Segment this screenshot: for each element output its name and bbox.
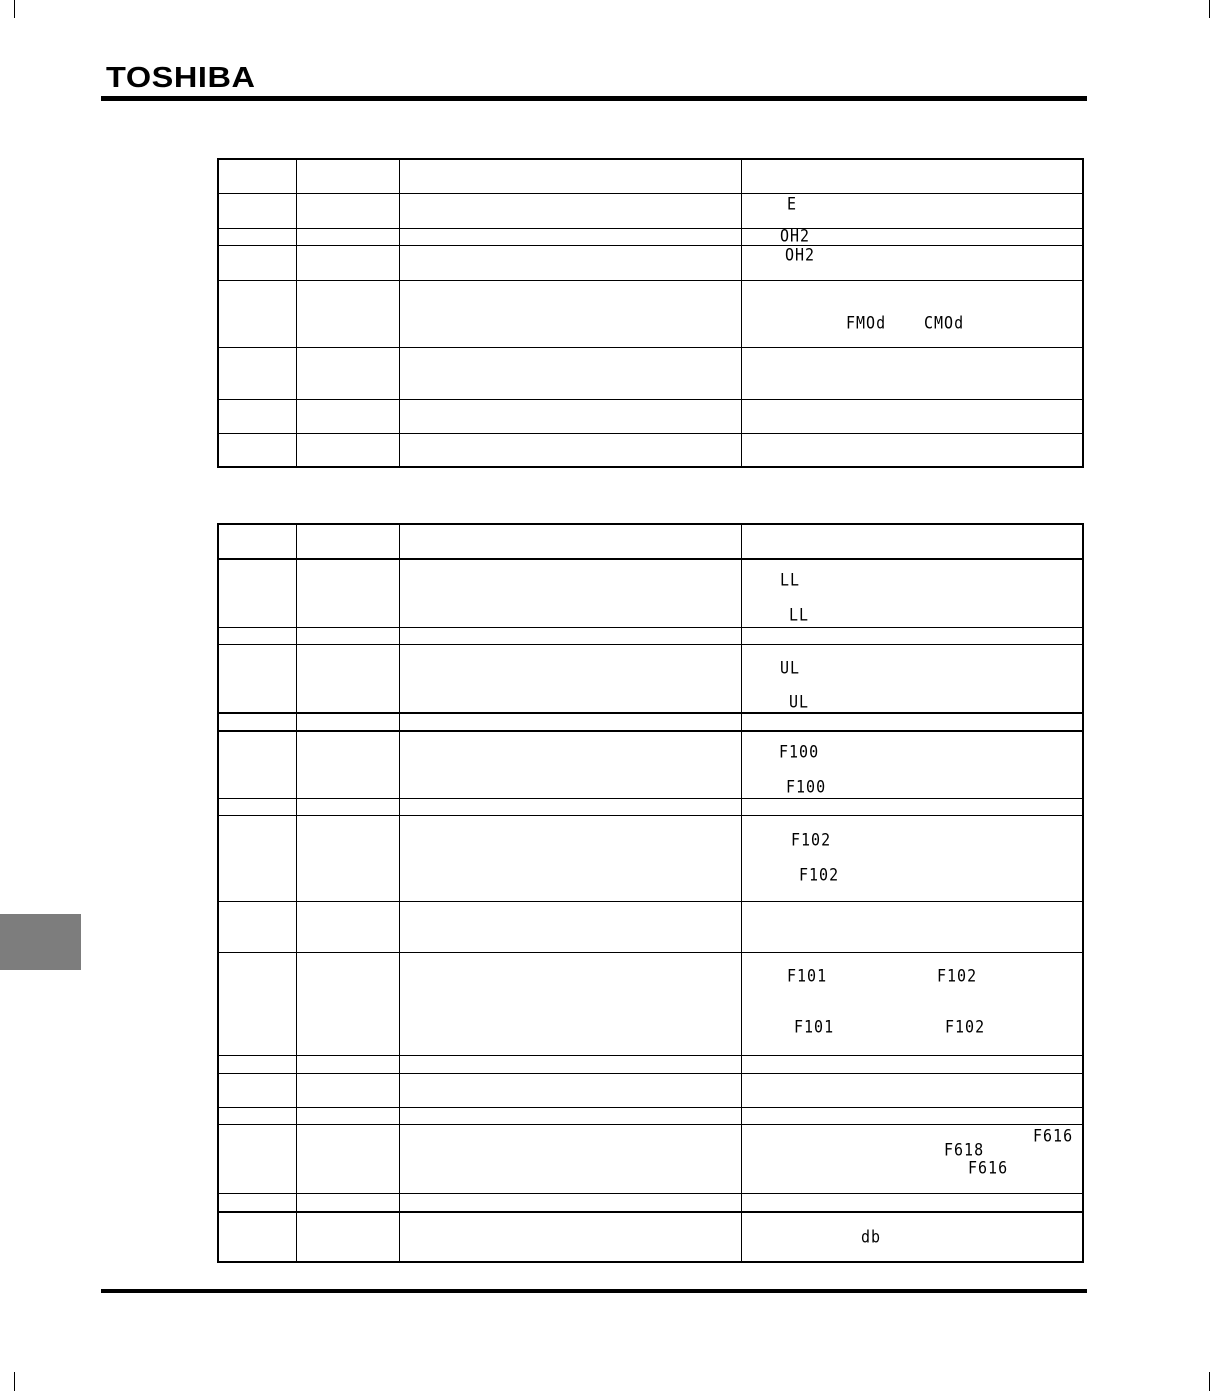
table-row <box>219 347 1082 348</box>
lcd-code: F100 <box>786 776 827 798</box>
lcd-code: F101 <box>787 965 828 987</box>
table-row <box>219 1055 1082 1056</box>
table-row <box>219 1107 1082 1108</box>
table-row <box>219 1124 1082 1125</box>
table-row <box>219 644 1082 645</box>
lcd-code: F616 <box>968 1157 1009 1179</box>
lcd-code: OH2 <box>785 244 816 266</box>
column-divider <box>741 525 742 1261</box>
lcd-code: OH2 <box>780 225 811 247</box>
column-divider <box>399 160 400 466</box>
lcd-code: LL <box>780 569 801 591</box>
table-row <box>219 399 1082 400</box>
lcd-code: E <box>787 193 798 215</box>
column-divider <box>296 525 297 1261</box>
lcd-code: F616 <box>1033 1125 1074 1147</box>
crop-mark <box>1209 1372 1210 1391</box>
lcd-code: F100 <box>779 741 820 763</box>
crop-mark <box>14 0 15 18</box>
lcd-code: F102 <box>945 1016 986 1038</box>
table-row <box>219 952 1082 953</box>
crop-mark <box>1209 0 1210 18</box>
footer-rule <box>101 1289 1087 1293</box>
column-divider <box>296 160 297 466</box>
lcd-code: db <box>861 1226 882 1248</box>
table-row <box>219 228 1082 229</box>
lcd-code: F101 <box>794 1016 835 1038</box>
toshiba-logo: TOSHIBA <box>106 62 256 94</box>
lcd-code: F102 <box>791 829 832 851</box>
table-row <box>219 280 1082 281</box>
lcd-code: LL <box>789 604 810 626</box>
table-row <box>219 712 1082 714</box>
table-row <box>219 558 1082 560</box>
table-row <box>219 798 1082 799</box>
column-divider <box>741 160 742 466</box>
lcd-code: FMOd <box>846 312 887 334</box>
table-2 <box>217 523 1084 1263</box>
table-row <box>219 193 1082 194</box>
table-row <box>219 730 1082 732</box>
table-row <box>219 815 1082 816</box>
chapter-side-tab <box>0 914 81 970</box>
lcd-code: F618 <box>944 1139 985 1161</box>
table-row <box>219 901 1082 902</box>
lcd-code: F102 <box>799 864 840 886</box>
table-1 <box>217 158 1084 468</box>
crop-mark <box>14 1372 15 1391</box>
header-rule <box>101 96 1087 101</box>
table-row <box>219 1211 1082 1213</box>
lcd-code: CMOd <box>924 312 965 334</box>
lcd-code: UL <box>780 657 801 679</box>
lcd-code: F102 <box>937 965 978 987</box>
table-row <box>219 433 1082 434</box>
column-divider <box>399 525 400 1261</box>
table-row <box>219 627 1082 628</box>
table-row <box>219 1073 1082 1074</box>
table-row <box>219 245 1082 246</box>
table-row <box>219 1193 1082 1194</box>
lcd-code: UL <box>789 691 810 713</box>
